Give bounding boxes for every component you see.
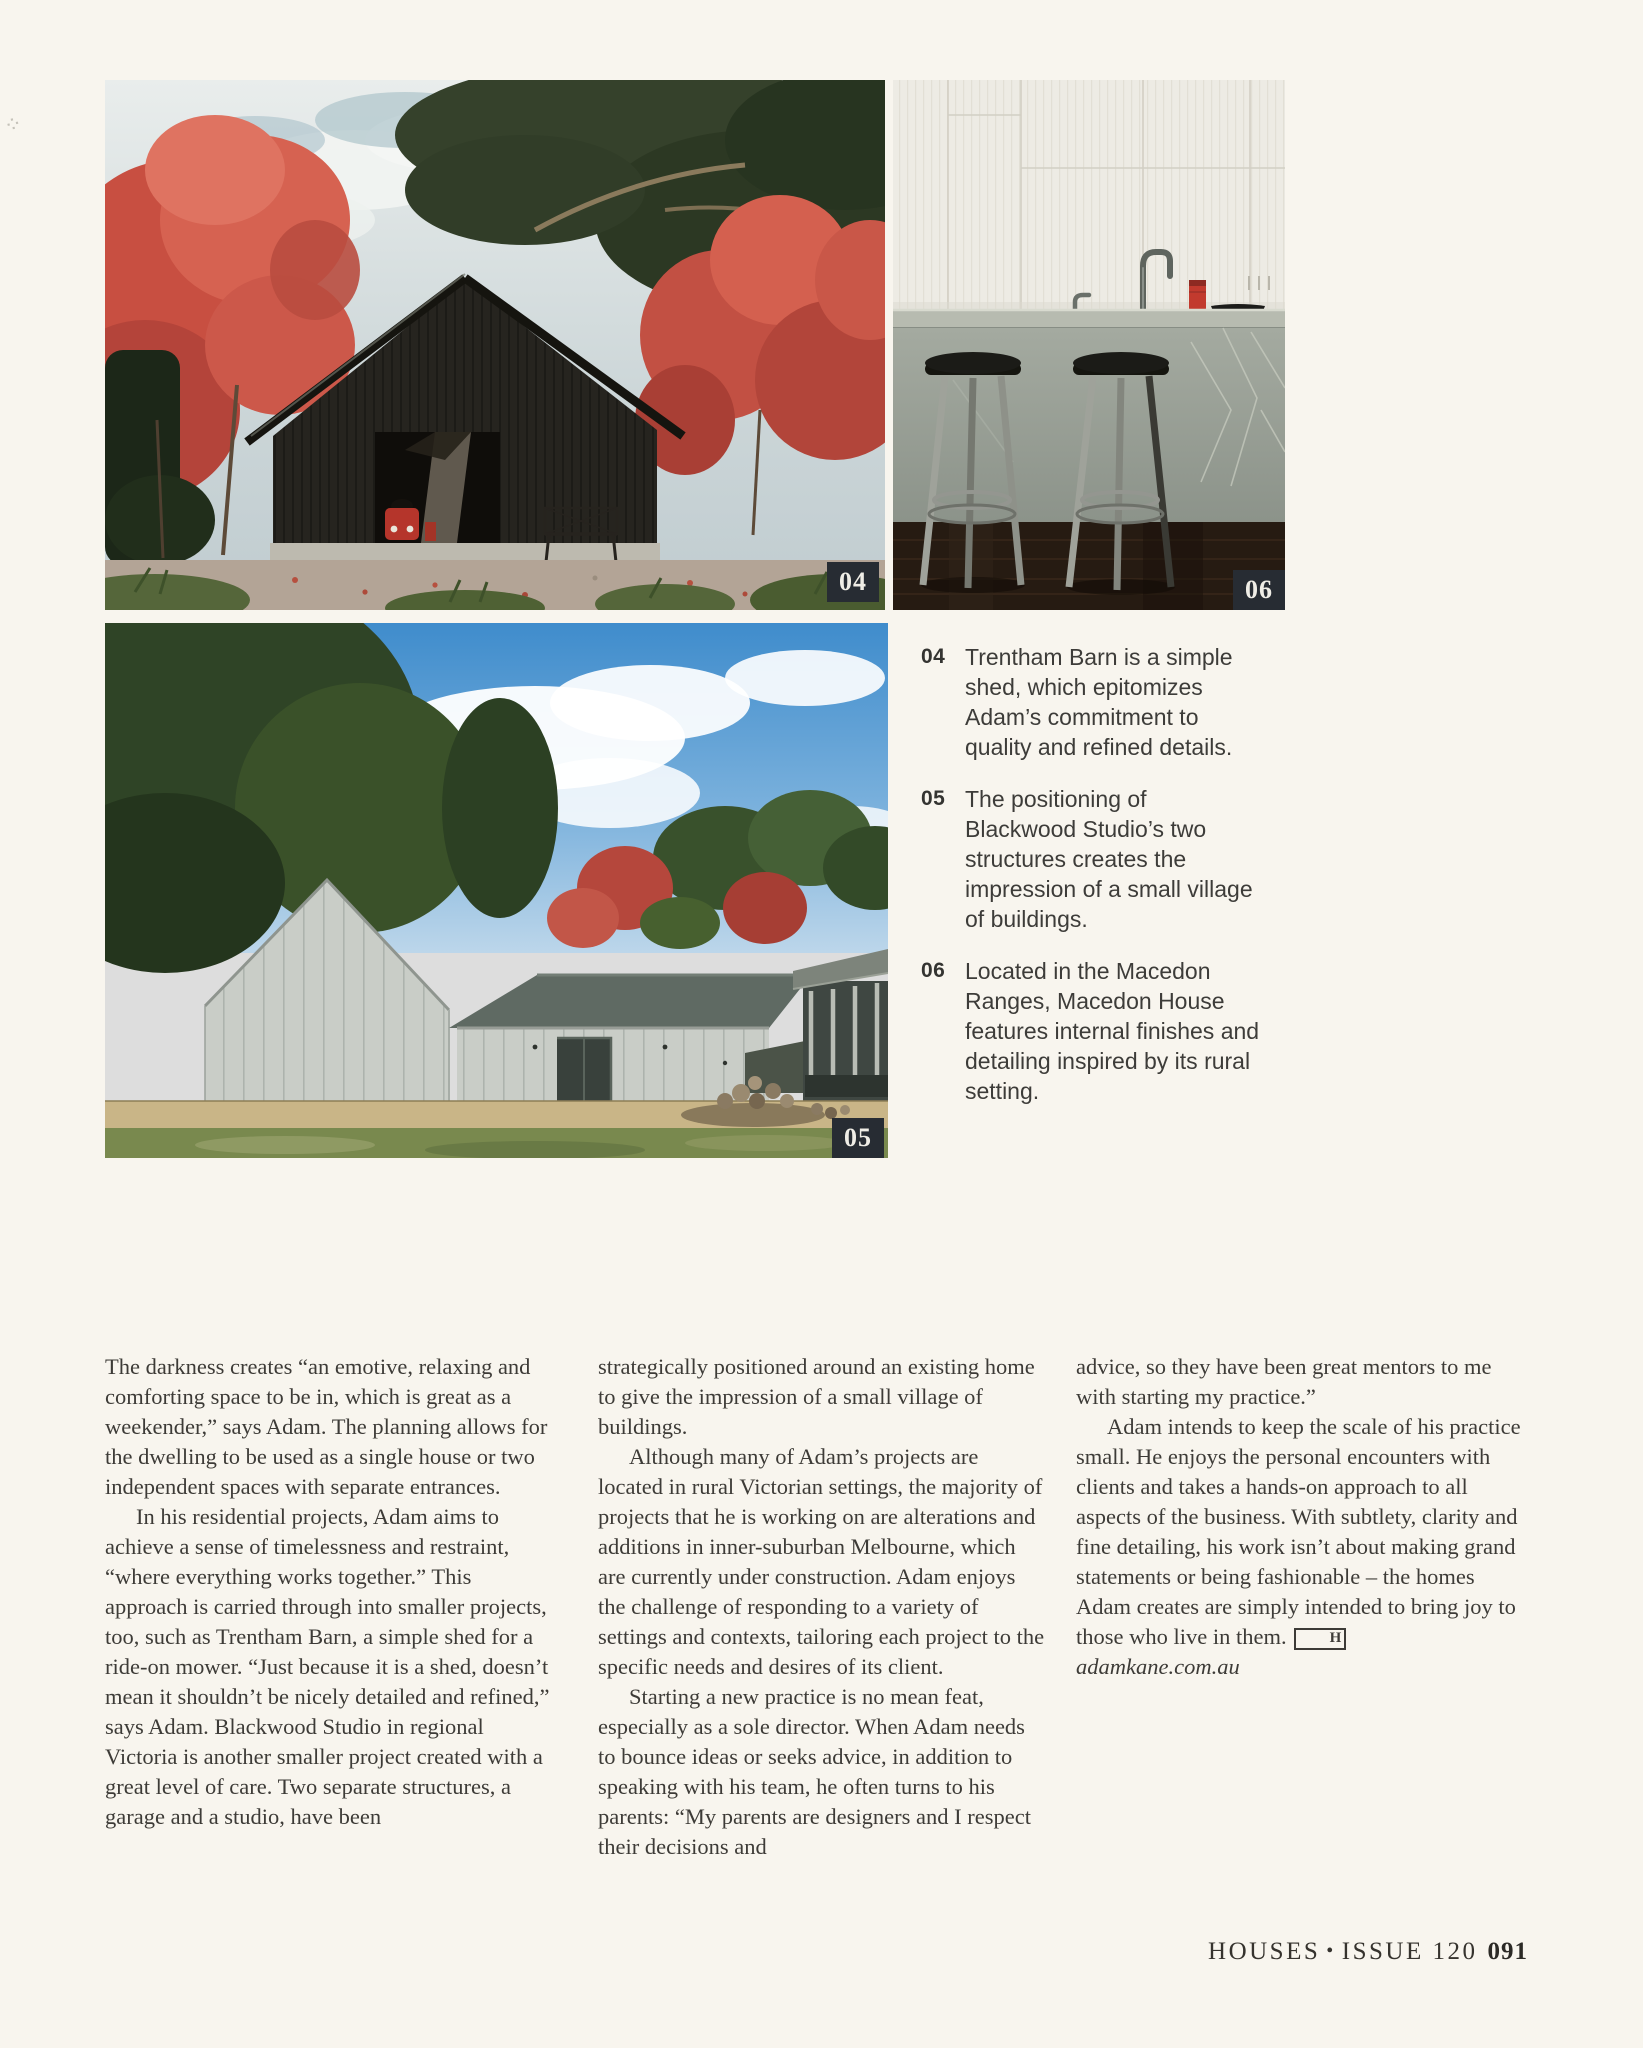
- end-of-article-mark: H: [1294, 1628, 1347, 1650]
- paragraph-text: Adam intends to keep the scale of his practice small. He enjoys the personal encounters with clients and takes a hands-on approach to all aspects of the business. With subtlety, clarity and fine detailing, his work isn’t about making grand statements or being fashionable – the homes Adam creates are simply intended to bring joy to those who live in them.: [1076, 1414, 1521, 1649]
- body-column-2: [598, 1352, 1046, 1862]
- caption-05: [921, 784, 1261, 934]
- body-column-1: [105, 1352, 553, 1832]
- scan-artifact: ⁘: [1, 111, 25, 140]
- footer-separator: •: [1326, 1940, 1336, 1962]
- caption-text: Located in the Macedon Ranges, Macedon House features internal finishes and detailing inspired by its rural setting.: [965, 958, 1260, 1104]
- page-footer: [1208, 1938, 1528, 1966]
- issue-label: ISSUE 120: [1341, 1938, 1478, 1965]
- photo-trentham-barn: [105, 80, 885, 610]
- caption-06: [921, 956, 1261, 1106]
- photo-number-badge: 05: [832, 1118, 884, 1158]
- magazine-title: HOUSES: [1208, 1938, 1321, 1965]
- caption-number: 04: [921, 645, 946, 668]
- caption-number: 06: [921, 959, 946, 982]
- photo-06-illustration: [893, 80, 1285, 610]
- page-number: 091: [1487, 1938, 1528, 1965]
- paragraph: [1076, 1412, 1530, 1652]
- paragraph: Although many of Adam’s projects are located in rural Victorian settings, the majority of projects that he is working on are alterations and additions in inner-suburban Melbourne, which are currently under construction. Adam enjoys the challenge of responding to a variety of settings and contexts, tailoring each project to the specific needs and desires of its client.: [598, 1444, 1045, 1679]
- photo-04-illustration: [105, 80, 885, 610]
- timber-floor: [893, 522, 1285, 610]
- caption-text: The positioning of Blackwood Studio’s two structures creates the impression of a small village of buildings.: [965, 786, 1253, 932]
- foreground: [105, 560, 885, 610]
- paragraph: The darkness creates “an emotive, relaxing and comforting space to be in, which is great as a weekender,” says Adam. The planning allows for the dwelling to be used as a single house or two independent spaces with separate entrances.: [105, 1354, 548, 1499]
- caption-04: [921, 642, 1261, 762]
- caption-column: [921, 642, 1261, 1128]
- paragraph: Starting a new practice is no mean feat, especially as a sole director. When Adam needs to bounce ideas or seeks advice, in addition to speaking with his team, he often turns to his parents: “My parents are designers and I respect their decisions and: [598, 1684, 1031, 1859]
- photo-macedon-house-kitchen: [893, 80, 1285, 610]
- photo-number-badge: 06: [1233, 570, 1285, 610]
- caption-number: 05: [921, 787, 946, 810]
- photo-blackwood-studio: [105, 623, 888, 1158]
- cabinetry: [893, 80, 1285, 320]
- photo-number-badge: 04: [827, 562, 879, 602]
- paragraph: advice, so they have been great mentors to me with starting my practice.”: [1076, 1354, 1492, 1409]
- body-column-3: [1076, 1352, 1530, 1682]
- architect-website: adamkane.com.au: [1076, 1654, 1240, 1679]
- caption-text: Trentham Barn is a simple shed, which epitomizes Adam’s commitment to quality and refined details.: [965, 644, 1233, 760]
- paragraph: strategically positioned around an existing home to give the impression of a small village of buildings.: [598, 1354, 1035, 1439]
- paragraph: In his residential projects, Adam aims to achieve a sense of timelessness and restraint, “where everything works together.” This approach is carried through into smaller projects, too, such as Trentham Barn, a simple shed for a ride-on mower. “Just because it is a shed, doesn’t mean it shouldn’t be nicely detailed and refined,” says Adam. Blackwood Studio in regional Victoria is another smaller project created with a great level of care. Two separate structures, a garage and a studio, have been: [105, 1504, 550, 1829]
- photo-05-illustration: [105, 623, 888, 1158]
